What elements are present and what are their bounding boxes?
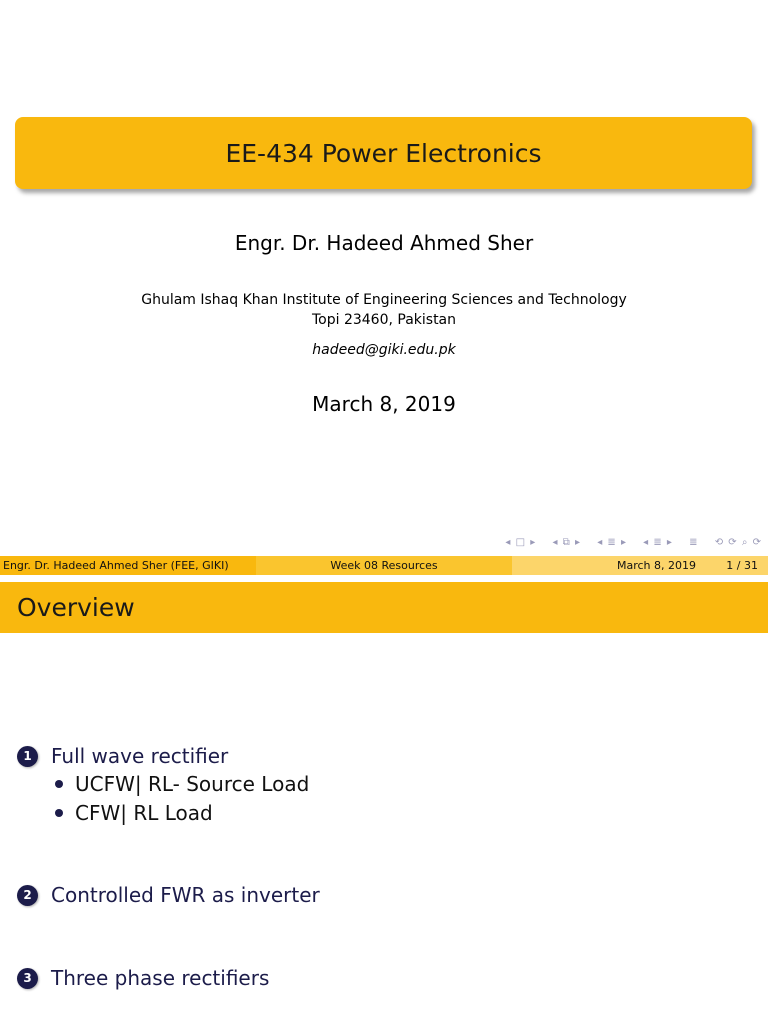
footer-right — [512, 556, 768, 575]
frame-nav-icon[interactable]: ◂ □ ▸ — [505, 537, 537, 548]
title-block — [15, 117, 752, 189]
footer-author: Engr. Dr. Hadeed Ahmed Sher (FEE, GIKI) — [0, 556, 256, 575]
bullet-icon — [55, 780, 63, 788]
item-number-badge: 2 — [17, 885, 38, 906]
presentation-title: EE-434 Power Electronics — [225, 138, 542, 168]
bullet-icon — [55, 809, 63, 817]
list-item — [17, 883, 320, 907]
presentation-date: March 8, 2019 — [312, 392, 456, 416]
section-nav-icon-2[interactable]: ◂ ≣ ▸ — [643, 537, 673, 548]
footer-title: Week 08 Resources — [256, 556, 512, 575]
institute-name: Ghulam Ishaq Khan Institute of Engineering Sciences and Technology — [141, 292, 627, 308]
item-label: Three phase rectifiers — [51, 966, 270, 990]
search-icon[interactable]: ⟲ ⟳ ⌕ ⟳ — [714, 537, 762, 548]
item-label: Controlled FWR as inverter — [51, 883, 320, 907]
list-item — [17, 744, 228, 768]
beamer-navigation — [493, 537, 762, 548]
sub-list-item — [55, 801, 213, 825]
sub-list-item — [55, 772, 309, 796]
footer-bar — [0, 556, 768, 575]
footer-page-number: 1 / 31 — [726, 559, 758, 572]
sub-item-label: UCFW| RL- Source Load — [75, 772, 310, 796]
footer-date: March 8, 2019 — [616, 559, 696, 572]
frame-title: Overview — [0, 582, 768, 633]
item-number-badge: 3 — [17, 968, 38, 989]
toc-icon[interactable]: ≣ — [689, 537, 699, 548]
subsection-nav-icon[interactable]: ◂ ⧉ ▸ — [552, 537, 582, 548]
sub-item-label: CFW| RL Load — [75, 801, 213, 825]
institute-address: Topi 23460, Pakistan — [311, 312, 457, 328]
item-label: Full wave rectifier — [51, 744, 229, 768]
author-name: Engr. Dr. Hadeed Ahmed Sher — [234, 231, 534, 255]
author-email: hadeed@giki.edu.pk — [312, 342, 456, 358]
section-nav-icon[interactable]: ◂ ≣ ▸ — [597, 537, 627, 548]
list-item — [17, 966, 269, 990]
item-number-badge: 1 — [17, 746, 38, 767]
institute — [0, 290, 768, 330]
